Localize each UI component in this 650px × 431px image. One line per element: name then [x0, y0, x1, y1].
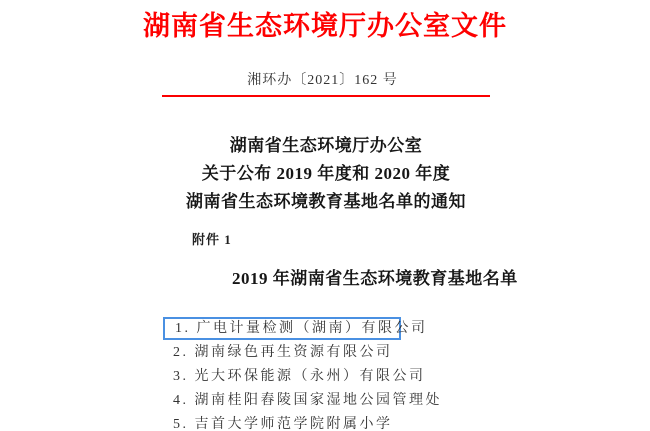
list-item: 3. 光大环保能源（永州）有限公司 [173, 369, 426, 384]
header-divider-line [162, 95, 490, 97]
document-number: 湘环办〔2021〕162 号 [247, 73, 398, 88]
notice-title-line-2: 关于公布 2019 年度和 2020 年度 [201, 164, 451, 183]
list-item: 2. 湖南绿色再生资源有限公司 [173, 345, 393, 360]
notice-title-line-1: 湖南省生态环境厅办公室 [229, 136, 423, 155]
base-list-title: 2019 年湖南省生态环境教育基地名单 [232, 269, 518, 288]
list-item: 4. 湖南桂阳舂陵国家湿地公园管理处 [173, 393, 442, 408]
base-list [163, 317, 442, 431]
list-item-highlighted[interactable]: 1. 广电计量检测（湖南）有限公司 [163, 317, 401, 340]
document-header-title: 湖南省生态环境厅办公室文件 [143, 11, 507, 41]
attachment-label: 附件 1 [192, 232, 232, 247]
notice-title-block [0, 132, 650, 216]
notice-title-line-3: 湖南省生态环境教育基地名单的通知 [186, 192, 466, 211]
list-item: 5. 吉首大学师范学院附属小学 [173, 417, 393, 431]
